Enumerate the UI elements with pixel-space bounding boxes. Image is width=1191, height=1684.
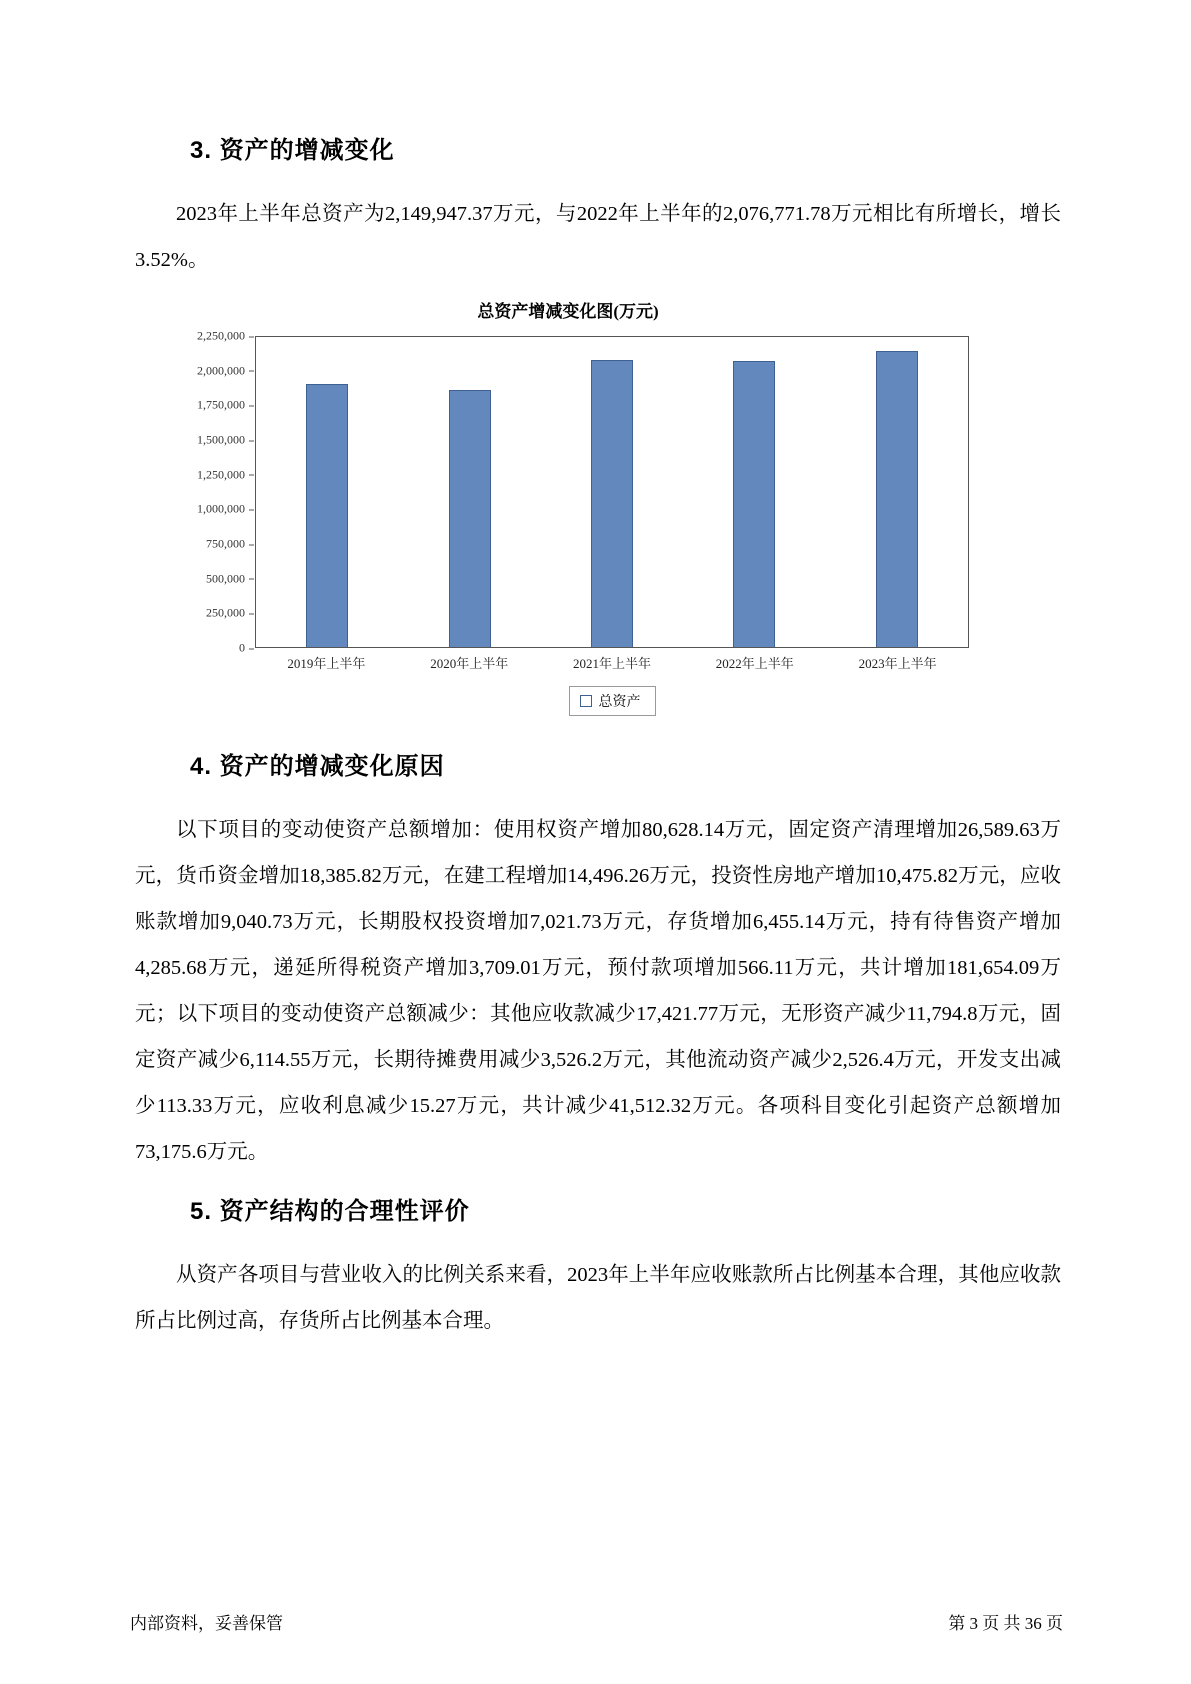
bar-slot bbox=[256, 337, 398, 647]
x-category-label: 2023年上半年 bbox=[858, 656, 937, 671]
bar-slot bbox=[683, 337, 825, 647]
total-assets-bar bbox=[449, 390, 491, 647]
y-tick-label: 2,250,000 bbox=[197, 328, 245, 343]
x-category-label: 2021年上半年 bbox=[572, 656, 651, 671]
total-assets-bar bbox=[876, 351, 918, 647]
y-tick-label: 1,750,000 bbox=[197, 397, 245, 412]
total-assets-chart bbox=[163, 297, 973, 716]
total-assets-bar bbox=[733, 361, 775, 647]
chart-legend-row bbox=[255, 686, 969, 716]
y-tick-label: 1,250,000 bbox=[197, 467, 245, 482]
total-assets-bar bbox=[306, 384, 348, 647]
total-assets-bar bbox=[591, 360, 633, 647]
chart-y-axis bbox=[163, 328, 255, 655]
bar-slot bbox=[541, 337, 683, 647]
section-4-paragraph: 以下项目的变动使资产总额增加：使用权资产增加80,628.14万元，固定资产清理增加26,589.63万元，货币资金增加18,385.82万元，在建工程增加14,496.26万元，投资性房地产增加10,475.82万元，应收账款增加9,040.73万元，长期股权投资增加7,021.73万元，存货增加6,455.14万元，持有待售资产增加4,285.68万元，递延所得税资产增加3,709.01万元，预付款项增加566.11万元，共计增加181,654.09万元；以下项目的变动使资产总额减少：其他应收款减少17,421.77万元，无形资产减少11,794.8万元，固定资产减少6,114.55万元，长期待摊费用减少3,526.2万元，其他流动资产减少2,526.4万元，开发支出减少113.33万元，应收利息减少15.27万元，共计减少41,512.32万元。各项科目变化引起资产总额增加73,175.6万元。 bbox=[135, 819, 1061, 1163]
legend-label: 总资产 bbox=[598, 695, 641, 710]
y-tick-label: 1,500,000 bbox=[197, 432, 245, 447]
section-5-paragraph: 从资产各项目与营业收入的比例关系来看，2023年上半年应收账款所占比例基本合理，其他应收款所占比例过高，存货所占比例基本合理。 bbox=[135, 1264, 1061, 1332]
section-5-heading: 5. 资产结构的合理性评价 bbox=[190, 1198, 470, 1225]
section-4-heading: 4. 资产的增减变化原因 bbox=[190, 753, 445, 780]
section-3-heading: 3. 资产的增减变化 bbox=[190, 137, 395, 164]
x-category-label: 2019年上半年 bbox=[287, 656, 366, 671]
bar-slot bbox=[826, 337, 968, 647]
chart-plot-area bbox=[255, 336, 969, 648]
y-tick-label: 1,000,000 bbox=[197, 501, 245, 516]
y-tick-label: 0 bbox=[239, 640, 245, 655]
y-tick-label: 2,000,000 bbox=[197, 363, 245, 378]
y-tick-label: 750,000 bbox=[206, 536, 245, 551]
bar-slot bbox=[398, 337, 540, 647]
y-tick-label: 500,000 bbox=[206, 571, 245, 586]
chart-x-axis bbox=[255, 648, 969, 672]
footer-classification: 内部资料，妥善保管 bbox=[130, 1614, 283, 1633]
chart-body bbox=[163, 328, 973, 655]
footer-page-number: 第 3 页 共 36 页 bbox=[948, 1614, 1063, 1633]
x-category-label: 2022年上半年 bbox=[715, 656, 794, 671]
legend-swatch-icon bbox=[580, 695, 592, 707]
chart-title: 总资产增减变化图(万元) bbox=[477, 302, 659, 321]
chart-legend bbox=[569, 686, 656, 716]
y-tick-label: 250,000 bbox=[206, 605, 245, 620]
section-3-paragraph: 2023年上半年总资产为2,149,947.37万元，与2022年上半年的2,076,771.78万元相比有所增长，增长3.52%。 bbox=[135, 203, 1061, 271]
x-category-label: 2020年上半年 bbox=[430, 656, 509, 671]
